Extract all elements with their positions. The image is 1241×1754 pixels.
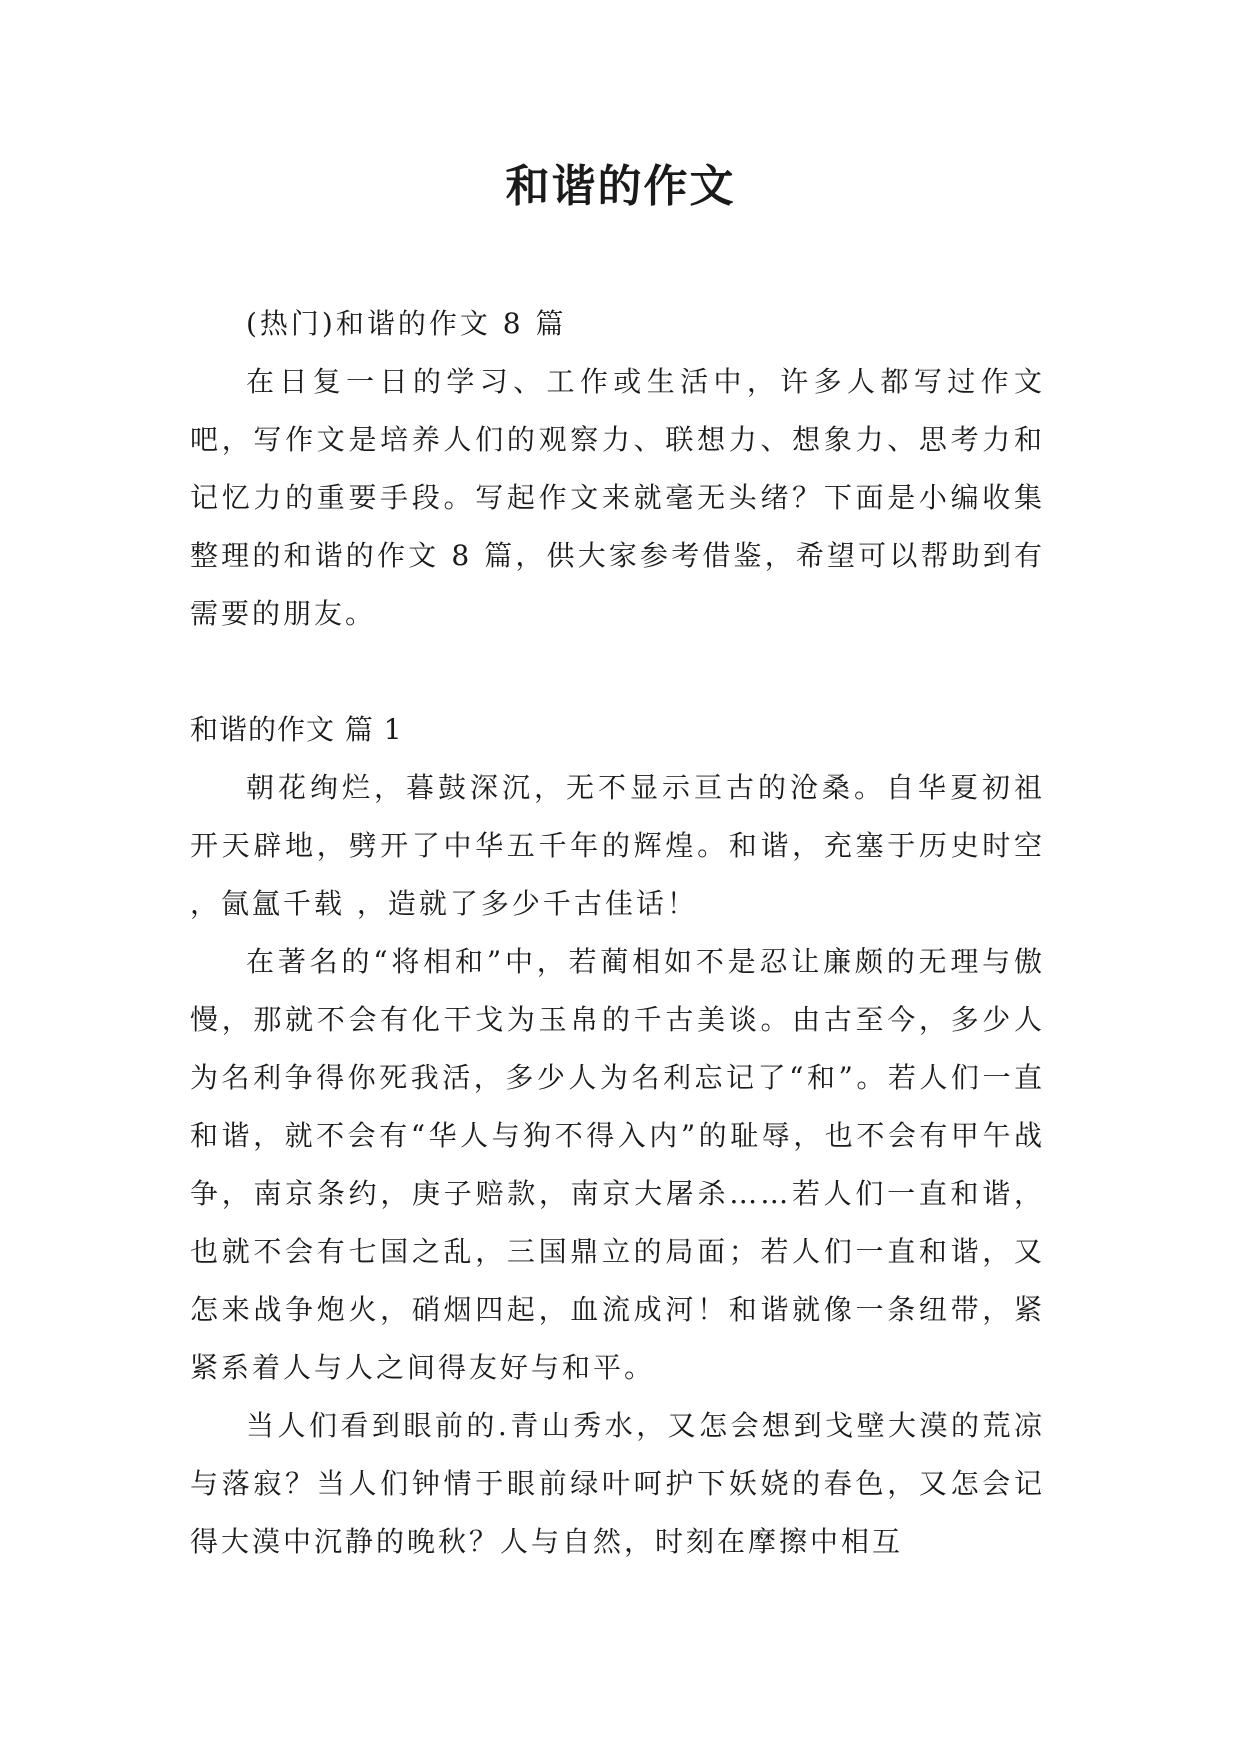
section-paragraph-3: 当人们看到眼前的.青山秀水，又怎会想到戈壁大漠的荒凉与落寂？当人们钟情于眼前绿叶呵护下妖娆的春色，又怎会记得大漠中沉静的晚秋？人与自然，时刻在摩擦中相互 — [190, 1409, 1045, 1558]
subtitle-line: (热门)和谐的作文 8 篇 — [246, 307, 567, 340]
section-paragraph-2: 在著名的“将相和”中，若蔺相如不是忍让廉颇的无理与傲慢，那就不会有化干戈为玉帛的千古美谈。由古至今，多少人为名利争得你死我活，多少人为名利忘记了“和”。若人们一直和谐，就不会有“华人与狗不得入内”的耻辱，也不会有甲午战争，南京条约，庚子赔款，南京大屠杀……若人们一直和谐，也就不会有七国之乱，三国鼎立的局面；若人们一直和谐，又怎来战争炮火，硝烟四起，血流成河！和谐就像一条纽带，紧紧系着人与人之间得友好与和平。 — [190, 945, 1045, 1384]
section-paragraph-1: 朝花绚烂，暮鼓深沉，无不显示亘古的沧桑。自华夏初祖开天辟地，劈开了中华五千年的辉煌。和谐，充塞于历史时空 ，氤氲千载 ，造就了多少千古佳话！ — [190, 771, 1045, 920]
document-title: 和谐的作文 — [505, 161, 736, 212]
section-heading: 和谐的作文 篇 1 — [190, 713, 403, 746]
intro-paragraph: 在日复一日的学习、工作或生活中，许多人都写过作文吧，写作文是培养人们的观察力、联想力、想象力、思考力和记忆力的重要手段。写起作文来就毫无头绪？下面是小编收集整理的和谐的作文 8 篇，供大家参考借鉴，希望可以帮助到有需要的朋友。 — [190, 365, 1045, 630]
document-body — [190, 295, 1045, 1571]
